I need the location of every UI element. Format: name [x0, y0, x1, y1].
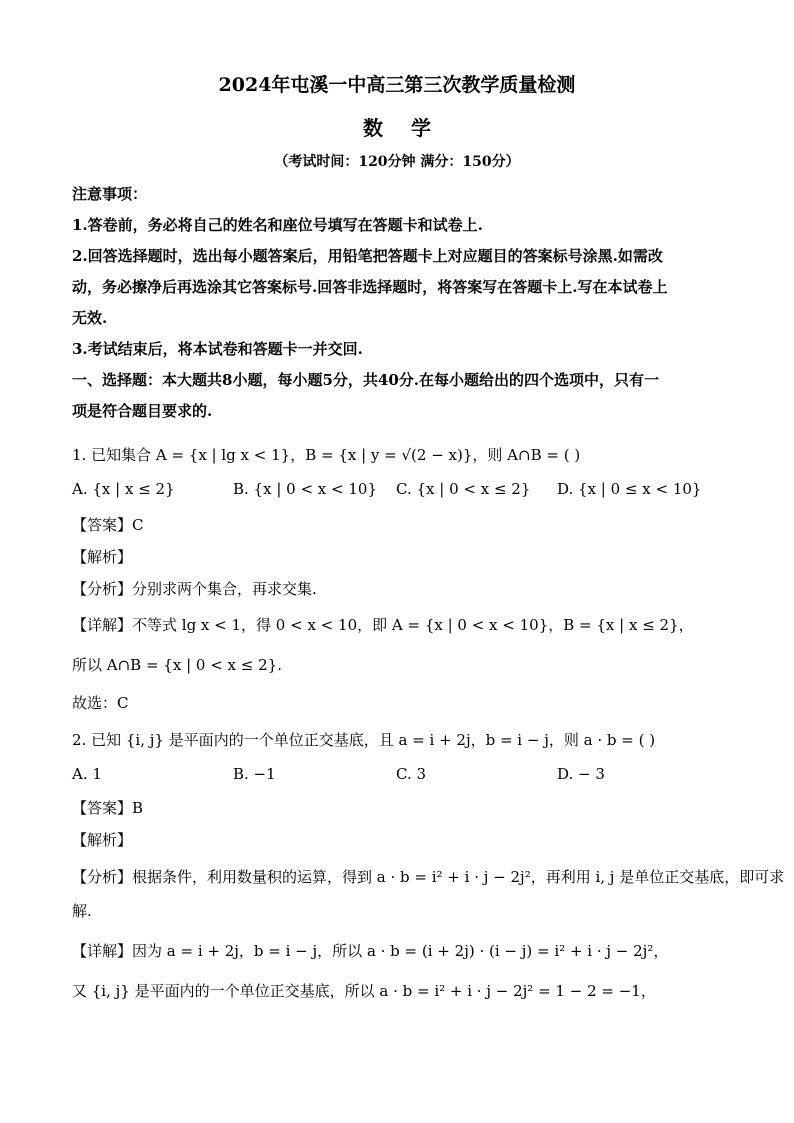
notice-item-2-line-2: 动，务必擦净后再选涂其它答案标号.回答非选择题时，将答案写在答题卡上.写在本试卷上 — [72, 278, 668, 296]
question-2-option-d: D. − 3 — [557, 765, 605, 783]
subject-title: 数学 — [363, 116, 459, 140]
exam-title: 2024年屯溪一中高三第三次教学质量检测 — [218, 74, 576, 96]
question-2-fenxi-line-2: 解. — [72, 902, 92, 920]
question-1-option-c: C. {x | 0 < x ≤ 2} — [396, 480, 531, 498]
question-1-choose: 故选：C — [72, 694, 129, 712]
section-heading-line-2: 项是符合题目要求的. — [72, 402, 213, 420]
section-heading-line-1: 一、选择题：本大题共8小题，每小题5分，共40分.在每小题给出的四个选项中，只有一 — [72, 371, 659, 389]
question-1-analysis-label: 【解析】 — [72, 548, 133, 566]
question-2-option-a: A. 1 — [72, 765, 102, 783]
question-2-answer: 【答案】B — [72, 799, 144, 817]
question-2-detail-2: 又 {i, j} 是平面内的一个单位正交基底，所以 a · b = i² + i · j − 2j² = 1 − 2 = −1， — [72, 982, 656, 1000]
question-2-fenxi-line-1: 【分析】根据条件，利用数量积的运算，得到 a · b = i² + i · j − 2j²，再利用 i, j 是单位正交基底，即可求 — [72, 868, 785, 886]
notice-heading: 注意事项： — [72, 185, 148, 203]
notice-item-1: 1.答卷前，务必将自己的姓名和座位号填写在答题卡和试卷上. — [72, 216, 483, 234]
question-1-fenxi: 【分析】分别求两个集合，再求交集. — [72, 580, 317, 598]
question-1-stem: 1. 已知集合 A = {x | lg x < 1}，B = {x | y = √(2 − x)}，则 A∩B = ( ) — [72, 446, 581, 464]
question-2-option-b: B. −1 — [233, 765, 276, 783]
question-1-detail: 【详解】不等式 lg x < 1，得 0 < x < 10，即 A = {x | 0 < x < 10}，B = {x | x ≤ 2}， — [72, 616, 694, 634]
question-1-detail-2: 所以 A∩B = {x | 0 < x ≤ 2}. — [72, 656, 282, 674]
notice-item-2-line-1: 2.回答选择题时，选出每小题答案后，用铅笔把答题卡上对应题目的答案标号涂黑.如需改 — [72, 247, 663, 265]
question-2-analysis-label: 【解析】 — [72, 831, 133, 849]
question-2-option-c: C. 3 — [396, 765, 427, 783]
question-1-answer: 【答案】C — [72, 516, 144, 534]
notice-item-3: 3.考试结束后，将本试卷和答题卡一并交回. — [72, 340, 363, 358]
question-2-stem: 2. 已知 {i, j} 是平面内的一个单位正交基底，且 a = i + 2j，b = i − j，则 a · b = ( ) — [72, 731, 656, 749]
question-2-detail: 【详解】因为 a = i + 2j，b = i − j，所以 a · b = (i + 2j) · (i − j) = i² + i · j − 2j²， — [72, 942, 669, 960]
question-1-option-b: B. {x | 0 < x < 10} — [233, 480, 377, 498]
exam-info: （考试时间：120分钟 满分：150分） — [274, 154, 520, 170]
question-1-option-a: A. {x | x ≤ 2} — [72, 480, 175, 498]
question-1-option-d: D. {x | 0 ≤ x < 10} — [557, 480, 702, 498]
notice-item-2-line-3: 无效. — [72, 309, 108, 327]
